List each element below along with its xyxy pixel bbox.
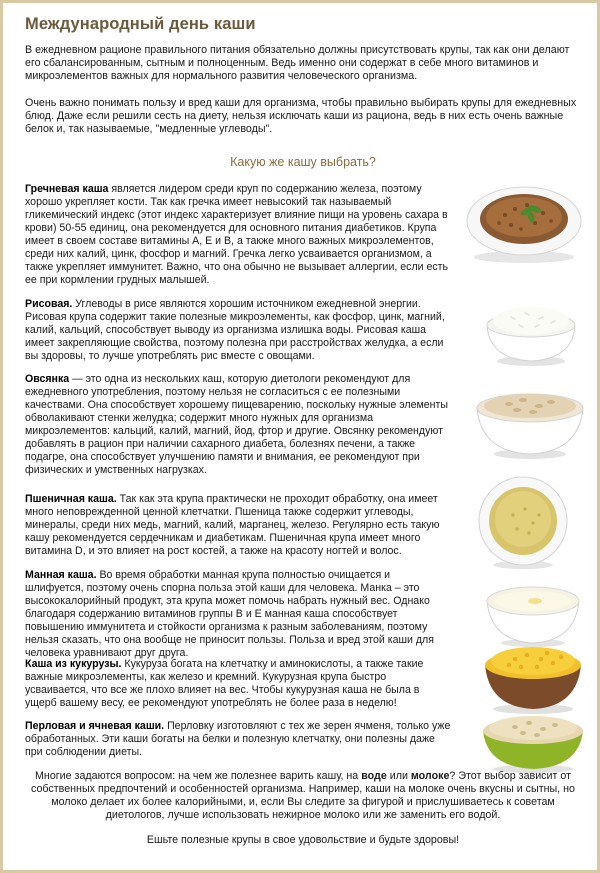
section-heading: Рисовая bbox=[25, 298, 70, 310]
section-text: Перловку изготовляют с тех же зерен ячменя, только уже обработанных. Эти каши богаты на белки и полезную клетчатку, они полезны даже при соблюдении диеты. bbox=[25, 720, 451, 759]
section-text: является лидером среди круп по содержанию железа, поэтому хорошо укрепляет кости. Так как гречка имеет невысокий так называемый гликемический индекс (этот индекс характеризует влияние пищи на уровень сахара в крови) 50-55 единиц, она рекомендуется для основного питания диабетиков. Крупа имеет в своем составе витамины А, Е и В, а также много важных микроэлементов, среди них калий, цинк, фосфор и магний. Гречка легко усваивается организмом, а также укрепляет иммунитет. Важно, что она обычно не вызывает аллергии, если есть ее при кормлении грудных малышей. bbox=[25, 183, 449, 287]
section-semolina: Манная каша. Во время обработки манная крупа полностью очищается и шлифуется, поэтому очень спорна польза этой каши для человека. Манка – это высококалорийный продукт, эта крупа может помочь набрать нужный вес. Однако благодаря содержанию витаминов группы В и Е манная каша способствует повышению иммунитета и стойкости организма к разным заболеваниям, поэтому нельзя сказать, что она вообще не приносит пользы. Польза и вред этой каши для человека уравнивают друг друга. bbox=[25, 569, 434, 660]
closing-wish: Ешьте полезные крупы в свое удовольствие и будьте здоровы! bbox=[146, 834, 460, 846]
section-text: Так как эта крупа практически не проходит обработку, она имеет много неповрежденной ценной клетчатки. Пшеница также содержит углеводы, минералы, среди них медь, магний, калий, марганец, железо. Регулярно есть такую кашу рекомендуется сердечникам и диабетикам. Пшеничная крупа имеет много витамина D, и это влияет на рост костей, а также на красоту ногтей и волос. bbox=[25, 493, 440, 558]
section-heading: Манная каша bbox=[25, 569, 94, 581]
intro-paragraph-1: В ежедневном рационе правильного питания обязательно должны присутствовать крупы, так как они делают его сбалансированным, сытным и полноценным. Ведь именно они содержат в себе много витаминов и микроэлементов важных для нормального развития человеческого организма. bbox=[25, 44, 570, 83]
milk-emphasis: молоке bbox=[410, 770, 450, 782]
section-corn: Каша из кукурузы. Кукуруза богата на клетчатку и аминокислоты, а также такие важные микроэлементы, как железо и кремний. Кукурузная крупа быстро усваивается, что все же плохо влияет на вес. Чтобы кукурузная каша не была в ущерб вашему весу, ее рекомендуют употреблять не более раза в неделю! bbox=[25, 658, 424, 710]
semolina-porridge-image bbox=[483, 567, 583, 649]
section-oatmeal bbox=[25, 373, 451, 477]
section-buckwheat bbox=[25, 183, 451, 287]
closing-paragraph: Многие задаются вопросом: на чем же полезнее варить кашу, на воде или молоке? Этот выбор зависит от собственных предпочтений и особенностей организма. Например, каши на молоке очень вкусны и сытны, но молоко делает их более калорийными, и, если Вы следите за фигурой и прислушиваетесь к советам диетологов, лучше использовать нежирное молоко или же заменить его водой. bbox=[31, 770, 575, 822]
section-heading: Гречневая каша bbox=[25, 183, 109, 195]
section-wheat: Пшеничная каша. Так как эта крупа практически не проходит обработку, она имеет много неповрежденной ценной клетчатки. Пшеница также содержит углеводы, минералы, среди них медь, магний, калий, марганец, железо. Регулярно есть такую кашу рекомендуется сердечникам и диабетикам. Пшеничная крупа имеет много витамина D, и это влияет на рост костей, а также на красоту ногтей и волос. bbox=[25, 493, 440, 558]
section-subtitle: Какую же кашу выбрать? bbox=[230, 155, 376, 169]
section-text: — это одна из нескольких каш, которую диетологи рекомендуют для ежедневного употребления, поэтому нельзя не согласиться с ее полезными качествами. Она способствует хорошему пищеварению, поскольку нужные элементы обволакивают стенки желудка; содержит много нужных для организма микроэлементов: кальций, калий, магний, йод, фтор и другие. Овсянку рекомендуют добавлять в рацион при наличии сахарного диабета, болезнях печени, а также подагре, она способствует улучшению памяти и внимания, ее рекомендуют при физических и умственных нагрузках. bbox=[25, 373, 448, 477]
section-heading: Каша из кукурузы bbox=[25, 658, 119, 670]
barley-porridge-image bbox=[479, 711, 587, 773]
rice-porridge-image bbox=[481, 295, 581, 367]
water-emphasis: воде bbox=[361, 770, 387, 782]
wheat-porridge-image bbox=[473, 475, 573, 571]
section-barley: Перловая и ячневая каши. Перловку изготовляют с тех же зерен ячменя, только уже обработанных. Эти каши богаты на белки и полезную клетчатку, они полезны даже при соблюдении диеты. bbox=[25, 720, 451, 759]
page-title: Международный день каши bbox=[25, 15, 256, 33]
section-text: Кукуруза богата на клетчатку и аминокислоты, а также такие важные микроэлементы, как железо и кремний. Кукурузная крупа быстро усваивается, что все же плохо влияет на вес. Чтобы кукурузная каша не была в ущерб вашему весу, ее рекомендуют употреблять не более раза в неделю! bbox=[25, 658, 424, 710]
section-heading: Пшеничная каша bbox=[25, 493, 114, 505]
oatmeal-porridge-image bbox=[473, 376, 587, 460]
buckwheat-porridge-image bbox=[465, 179, 583, 265]
section-text: Во время обработки манная крупа полностью очищается и шлифуется, поэтому очень спорна польза этой каши для человека. Манка – это высококалорийный продукт, эта крупа может помочь набрать нужный вес. Однако благодаря содержанию витаминов группы В и Е манная каша способствует повышению иммунитета и стойкости организма к разным заболеваниям, поэтому нельзя сказать, что она вообще не приносит пользы. Польза и вред этой каши для человека уравнивают друг друга. bbox=[25, 569, 434, 660]
section-heading: Перловая и ячневая каши bbox=[25, 720, 162, 732]
section-heading: Овсянка bbox=[25, 373, 70, 385]
section-rice: Рисовая. Углеводы в рисе являются хорошим источником ежедневной энергии. Рисовая крупа содержит такие полезные микроэлементы, как фосфор, цинк, магний, калий, кальций, способствует выводу из организма излишка воды. Рисовая каша имеет закрепляющие свойства, поэтому полезна при расстройствах желудка, а если вы здоровы, то лучше употреблять рис вместе с овощами. bbox=[25, 298, 445, 363]
intro-paragraph-2: Очень важно понимать пользу и вред каши для организма, чтобы правильно выбирать крупы для ежедневных блюд. Даже если решили сесть на диету, нельзя исключать каши из рациона, ведь в них есть очень важные белок и, так называемые, "медленные углеводы". bbox=[25, 97, 577, 136]
section-text: Углеводы в рисе являются хорошим источником ежедневной энергии. Рисовая крупа содержит такие полезные микроэлементы, как фосфор, цинк, магний, калий, кальций, способствует выводу из организма излишка воды. Рисовая каша имеет закрепляющие свойства, поэтому полезна при расстройствах желудка, а если вы здоровы, то лучше употреблять рис вместе с овощами. bbox=[25, 298, 445, 363]
corn-grits-image bbox=[481, 643, 585, 715]
